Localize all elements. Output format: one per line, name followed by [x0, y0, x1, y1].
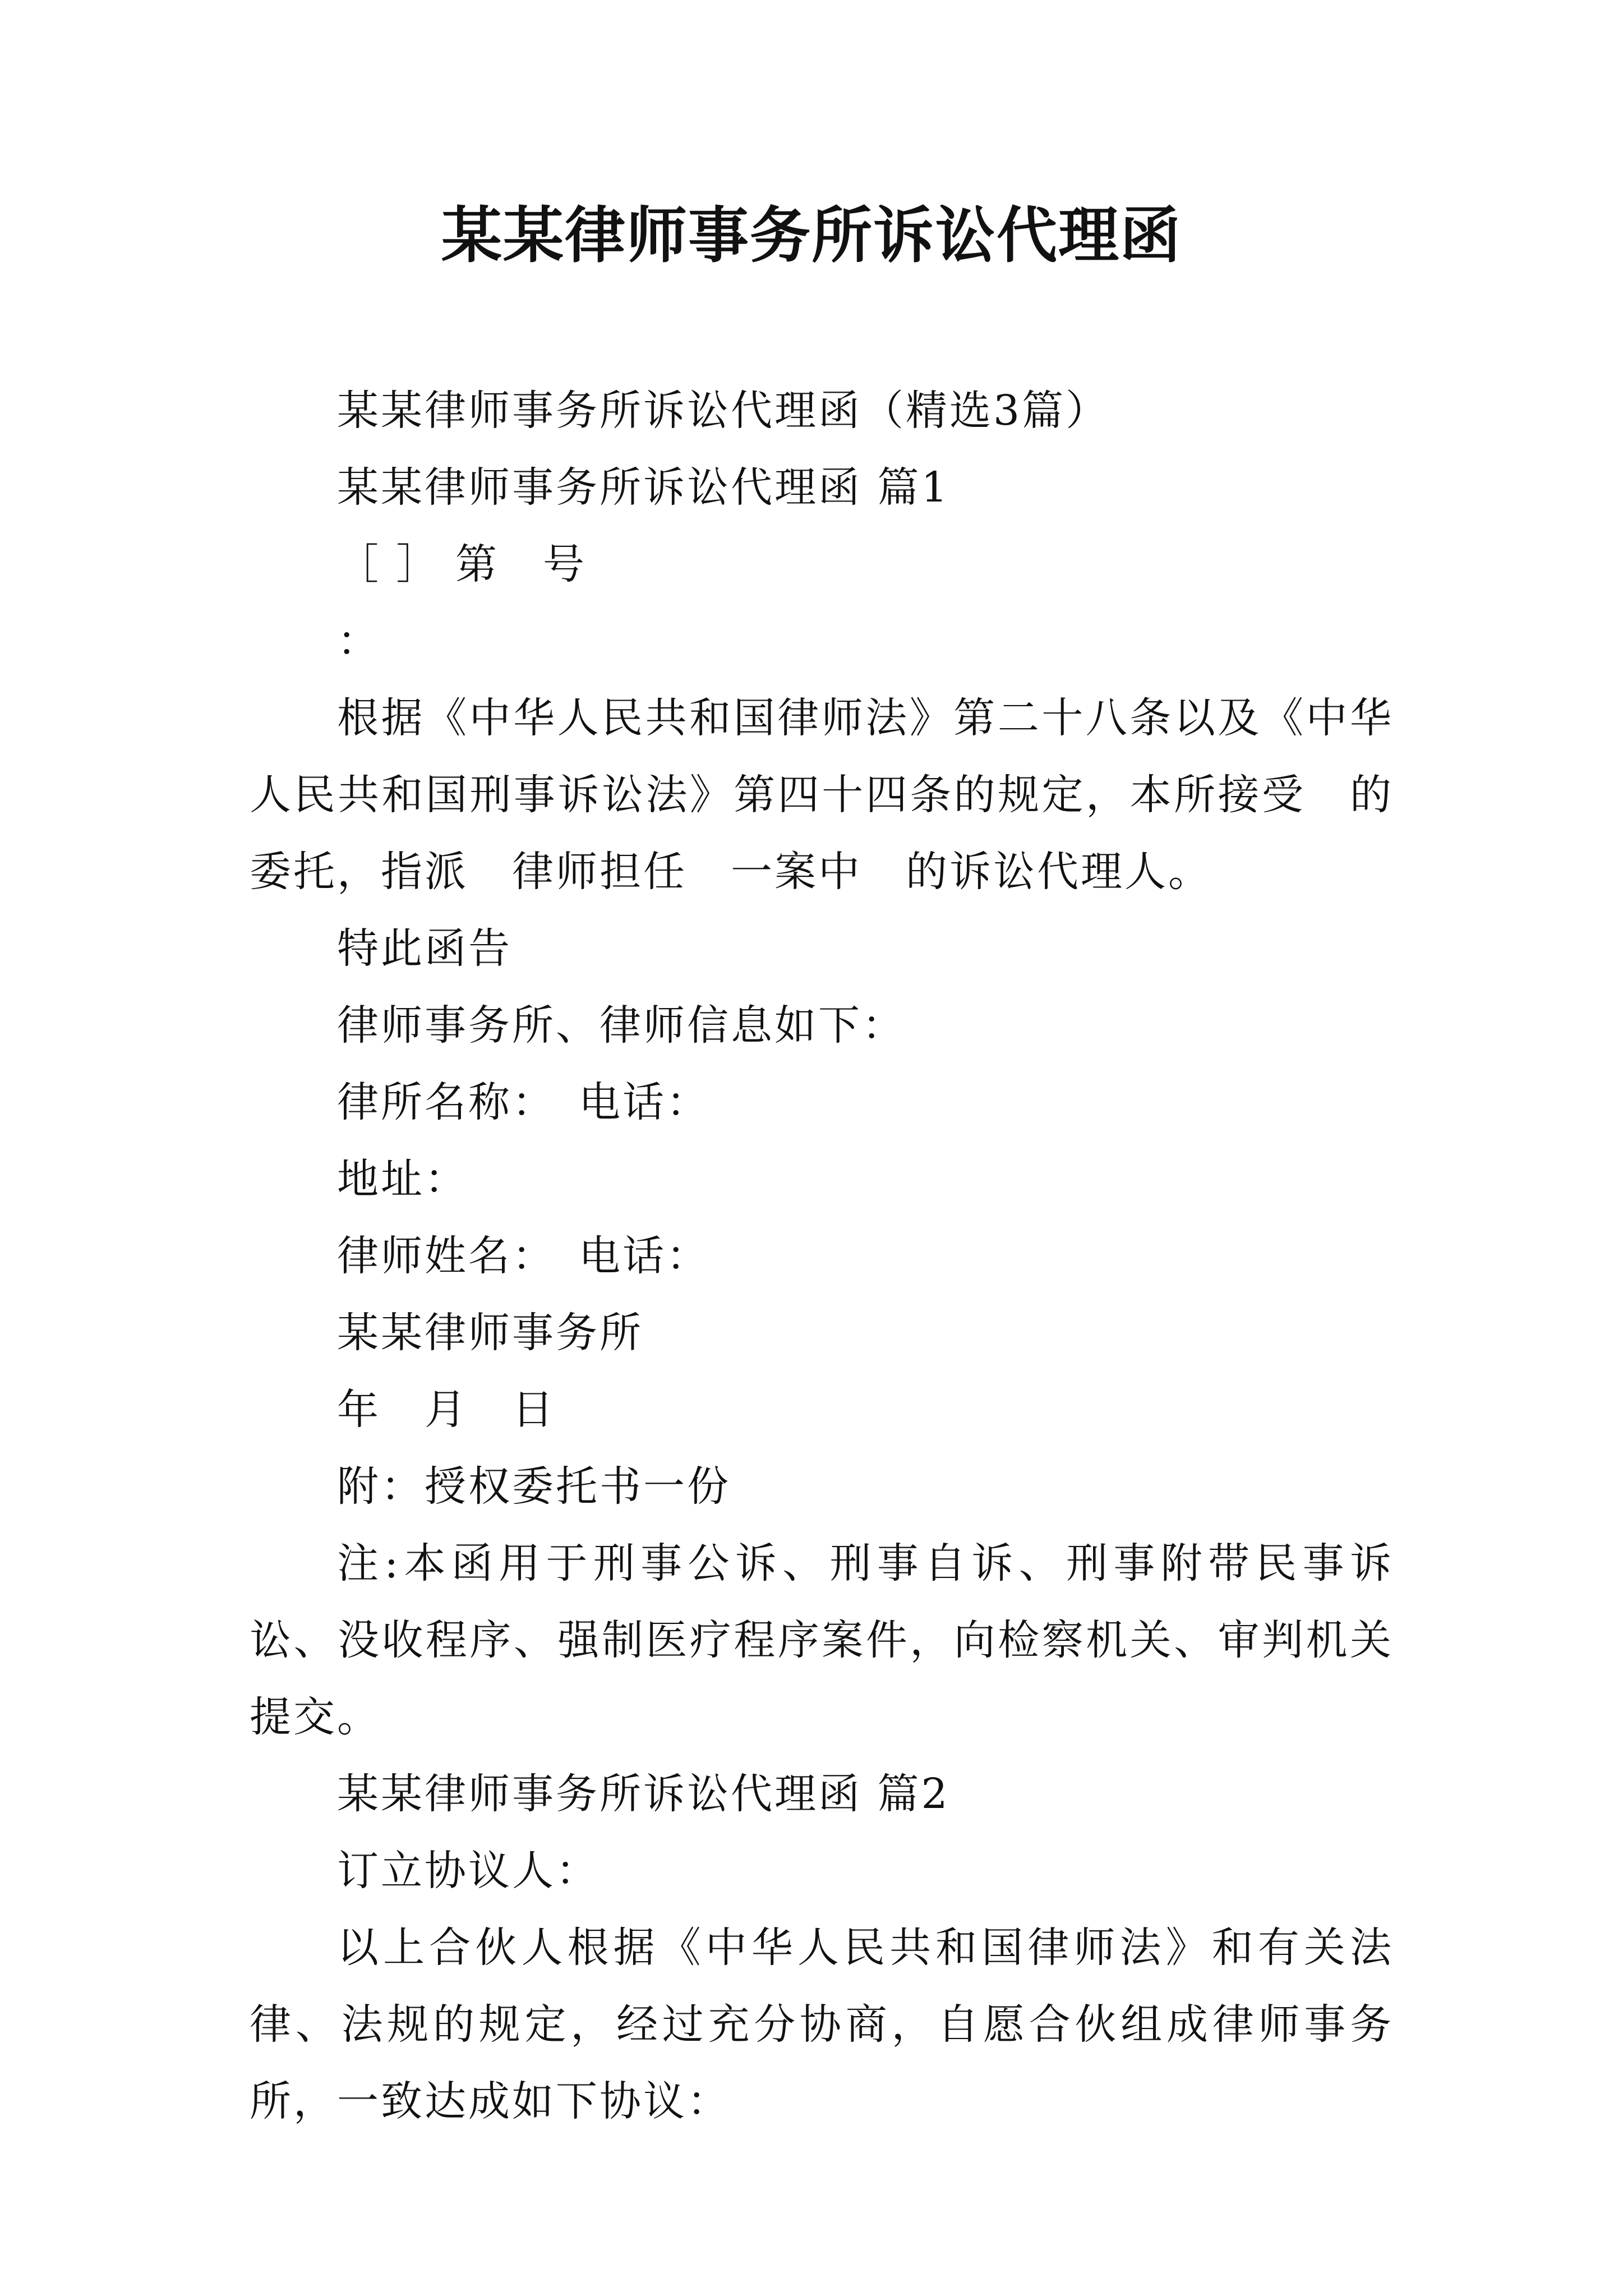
document-title: 某某律师事务所诉讼代理函 — [441, 200, 1182, 271]
signature-firm: 某某律师事务所 — [337, 1309, 643, 1357]
note-paragraph: 注:本函用于刑事公诉、刑事自诉、刑事附带民事诉讼、没收程序、强制医疗程序案件，向检察机关、审判机关提交。 — [250, 1539, 1394, 1741]
date-line: 年 月 日 — [337, 1386, 556, 1434]
document-body — [250, 372, 1394, 2140]
lawyer-name-phone-line: 律师姓名： 电话： — [337, 1232, 710, 1280]
info-heading: 律师事务所、律师信息如下： — [337, 1001, 906, 1050]
section-heading-2: 某某律师事务所诉讼代理函 篇2 — [337, 1770, 950, 1818]
section-heading-1: 某某律师事务所诉讼代理函 篇1 — [337, 463, 950, 512]
firm-name-phone-line: 律所名称： 电话： — [337, 1078, 710, 1126]
addressee-line: ： — [337, 617, 381, 665]
attachment-line: 附：授权委托书一份 — [337, 1462, 731, 1511]
address-line: 地址： — [337, 1155, 468, 1203]
body-paragraph-agreement: 以上合伙人根据《中华人民共和国律师法》和有关法律、法规的规定，经过充分协商，自愿合伙组成律师事务所，一致达成如下协议： — [250, 1924, 1394, 2125]
closing-notice: 特此函告 — [337, 924, 512, 973]
document-number-line: ［ ］ 第 号 — [337, 540, 587, 588]
parties-line: 订立协议人： — [337, 1847, 600, 1895]
subtitle-selection: 某某律师事务所诉讼代理函（精选3篇） — [337, 386, 1110, 435]
body-paragraph-legal-basis: 根据《中华人民共和国律师法》第二十八条以及《中华人民共和国刑事诉讼法》第四十四条的规定，本所接受 的委托，指派 律师担任 一案中 的诉讼代理人。 — [250, 694, 1394, 896]
